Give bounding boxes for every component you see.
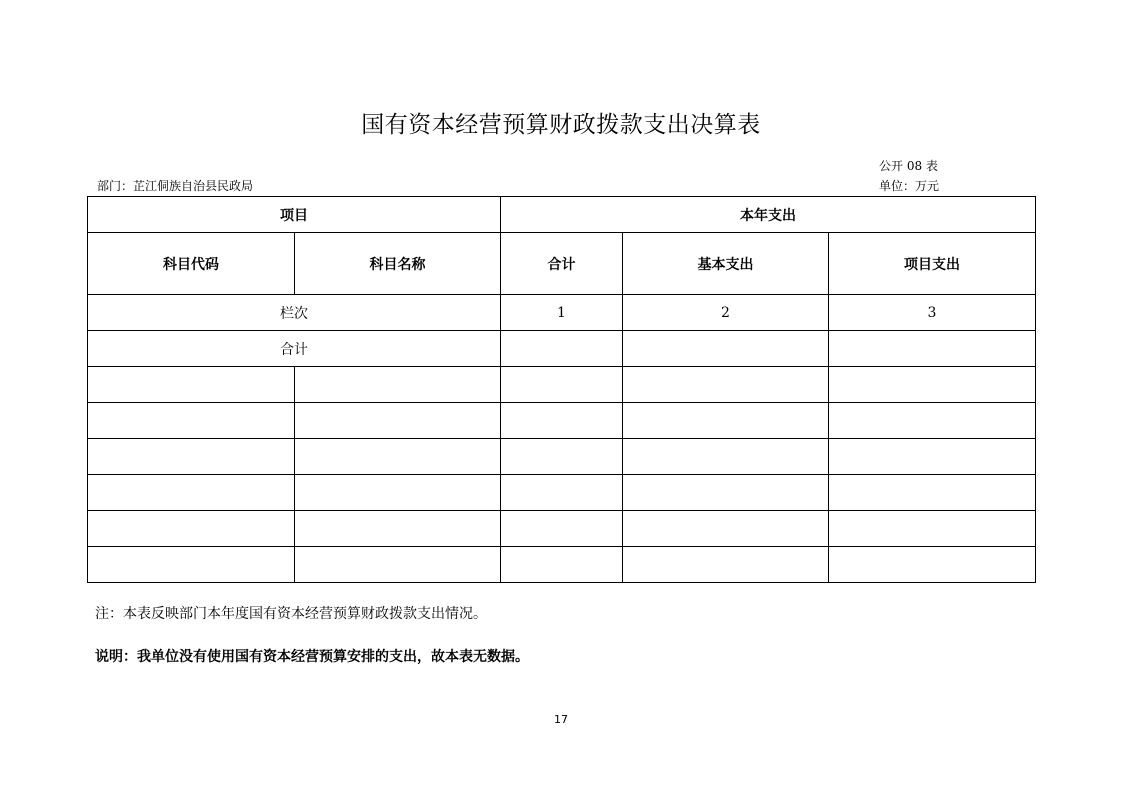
- table-cell: [829, 475, 1036, 511]
- table-cell: [623, 439, 829, 475]
- table-row: [88, 475, 1036, 511]
- table-cell: [88, 475, 295, 511]
- table-row: [88, 439, 1036, 475]
- table-cell: [88, 367, 295, 403]
- department-label: 部门：芷江侗族自治县民政局: [97, 179, 254, 193]
- table-cell: [501, 511, 623, 547]
- table-cell: [829, 439, 1036, 475]
- total-row: [88, 331, 1036, 367]
- header-project-group: 项目: [88, 197, 501, 233]
- table-cell: [295, 547, 501, 583]
- total-row-project-cell: [829, 331, 1036, 367]
- table-cell: [88, 403, 295, 439]
- table-cell: [829, 511, 1036, 547]
- table-cell: [295, 367, 501, 403]
- table-row: [88, 547, 1036, 583]
- table-cell: [501, 403, 623, 439]
- header-total: 合计: [501, 233, 623, 295]
- header-subject-code: 科目代码: [88, 233, 295, 295]
- column-index-label: 栏次: [88, 295, 501, 331]
- header-subject-name: 科目名称: [295, 233, 501, 295]
- table-row: [88, 403, 1036, 439]
- page-title: 国有资本经营预算财政拨款支出决算表: [361, 112, 761, 138]
- table-row: [88, 367, 1036, 403]
- table-cell: [501, 439, 623, 475]
- table-cell: [829, 547, 1036, 583]
- total-row-basic-cell: [623, 331, 829, 367]
- table-cell: [501, 547, 623, 583]
- table-row: [88, 511, 1036, 547]
- column-index-project: 3: [829, 295, 1036, 331]
- total-row-label: 合计: [88, 331, 501, 367]
- table-cell: [88, 439, 295, 475]
- table-cell: [88, 511, 295, 547]
- table-cell: [501, 367, 623, 403]
- column-index-basic: 2: [623, 295, 829, 331]
- table-cell: [623, 403, 829, 439]
- table-cell: [623, 547, 829, 583]
- column-index-row: [88, 295, 1036, 331]
- page-number: 17: [554, 713, 568, 726]
- table-cell: [623, 367, 829, 403]
- table-cell: [829, 403, 1036, 439]
- explanation-text: 说明：我单位没有使用国有资本经营预算安排的支出，故本表无数据。: [95, 649, 529, 665]
- header-current-year-group: 本年支出: [501, 197, 1036, 233]
- column-index-total: 1: [501, 295, 623, 331]
- table-cell: [623, 511, 829, 547]
- table-cell: [88, 547, 295, 583]
- table-cell: [295, 475, 501, 511]
- table-cell: [501, 475, 623, 511]
- header-project: 项目支出: [829, 233, 1036, 295]
- table-cell: [623, 475, 829, 511]
- unit-label: 单位：万元: [879, 179, 940, 193]
- form-number: 公开 08 表: [879, 159, 938, 173]
- total-row-total-cell: [501, 331, 623, 367]
- table-cell: [295, 511, 501, 547]
- table-group-header-row: [88, 197, 1036, 233]
- header-basic: 基本支出: [623, 233, 829, 295]
- table-cell: [829, 367, 1036, 403]
- table-note: 注：本表反映部门本年度国有资本经营预算财政拨款支出情况。: [95, 606, 487, 622]
- table-cell: [295, 403, 501, 439]
- table-cell: [295, 439, 501, 475]
- expenditure-table: [87, 196, 1036, 583]
- table-column-header-row: [88, 233, 1036, 295]
